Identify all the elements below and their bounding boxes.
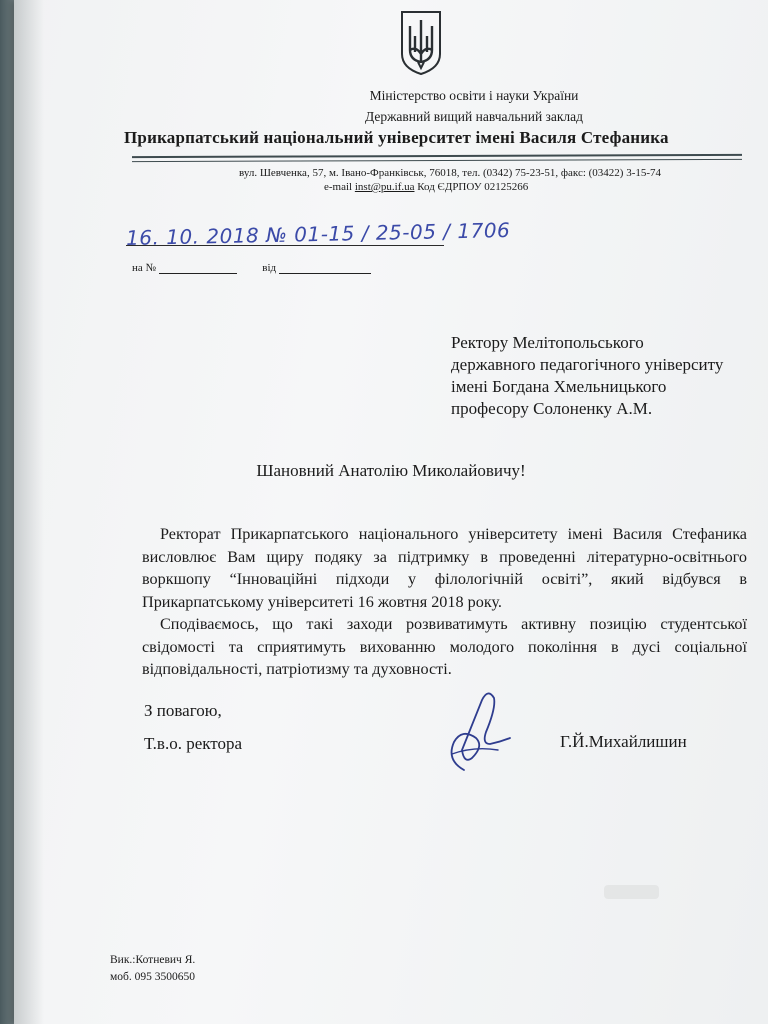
- addressee-line: професору Солоненку А.М.: [451, 399, 653, 418]
- salutation: Шановний Анатолію Миколайовичу!: [256, 461, 526, 480]
- ref-number-blank: [159, 273, 237, 274]
- body-paragraph: Сподіваємось, що такі заходи розвиватимуть активну позицію студентської свідомості та сприятимуть вихованню молодого покоління в дусі соціальної відповідальності, патріотизму та духовності.: [142, 615, 747, 678]
- edrpou-code: Код ЄДРПОУ 02125266: [417, 181, 529, 193]
- header-divider: [132, 154, 742, 158]
- ref-date-label: від: [262, 262, 277, 274]
- university-name: Прикарпатський національний університет імені Василя Стефаника: [124, 128, 669, 147]
- body-paragraph: Ректорат Прикарпатського національного університету імені Василя Стефаника висловлює Вам щиру подяку за підтримку в проведенні літературно-освітнього воркшопу “Інноваційні підходи у філологічній освіті”, який відбувся в Прикарпатському університеті 16 жовтня 2018 року.: [142, 525, 747, 611]
- email-line: [239, 180, 709, 194]
- addressee-line: державного педагогічного університу: [451, 355, 724, 374]
- executor-block: [110, 952, 195, 986]
- addressee-line: імені Богдана Хмельницького: [451, 377, 667, 396]
- number-underline: [126, 245, 444, 246]
- handwritten-signature: [424, 680, 534, 780]
- faint-mark: [604, 885, 659, 899]
- addressee-line: Ректору Мелітопольського: [451, 333, 644, 352]
- closing-phrase: З повагою,: [144, 701, 222, 720]
- reference-row: [132, 262, 371, 274]
- signer-name: Г.Й.Михайлишин: [560, 732, 687, 751]
- executor-phone: моб. 095 3500650: [110, 971, 196, 983]
- contact-block: [239, 166, 709, 194]
- email-link[interactable]: inst@pu.if.ua: [354, 181, 415, 193]
- ref-number-label: на №: [132, 262, 157, 274]
- coat-of-arms-icon: [398, 10, 444, 76]
- signer-role: Т.в.о. ректора: [144, 734, 243, 753]
- ref-date-blank: [279, 273, 371, 274]
- email-label: e-mail: [324, 181, 353, 193]
- letter-page: [14, 0, 768, 1024]
- executor-name: Вик.:Котневич Я.: [110, 954, 196, 966]
- header-divider-thin: [132, 159, 742, 162]
- institution-type: Державний вищий навчальний заклад: [364, 109, 584, 124]
- ministry-name: Міністерство освіти і науки України: [369, 88, 579, 103]
- letter-body: [142, 523, 747, 681]
- page-shadow: [14, 0, 44, 1024]
- handwritten-outgoing-number: 16. 10. 2018 № 01-15 / 25-05 / 1706: [125, 217, 511, 251]
- address-line: вул. Шевченка, 57, м. Івано-Франківськ, 76018, тел. (0342) 75-23-51, факс: (03422) 3-15-74: [239, 167, 662, 179]
- addressee-block: [451, 332, 751, 420]
